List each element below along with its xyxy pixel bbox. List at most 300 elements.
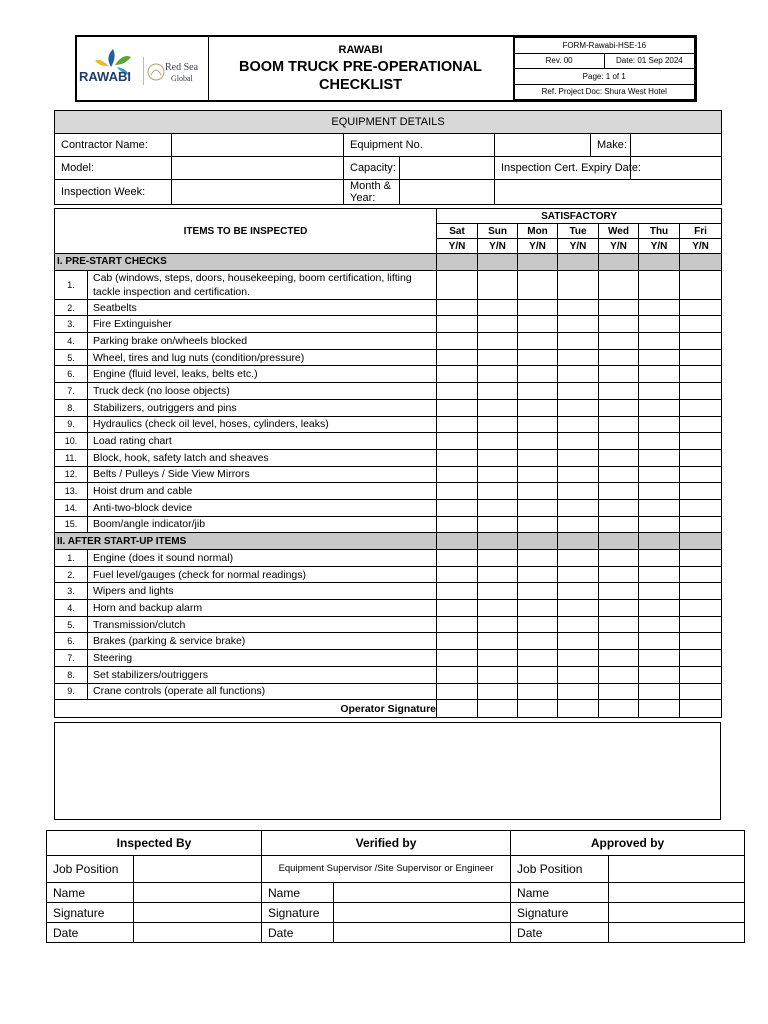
check-cell-mon[interactable] [518, 666, 558, 683]
check-cell-tue[interactable] [558, 366, 599, 383]
check-cell-mon[interactable] [518, 316, 558, 333]
check-cell-thu[interactable] [639, 349, 680, 366]
check-cell-thu[interactable] [639, 516, 680, 533]
check-cell-sun[interactable] [478, 600, 518, 617]
check-cell-fri[interactable] [680, 600, 722, 617]
inspected-job-position-label: Job Position [47, 856, 134, 883]
check-cell-sun[interactable] [478, 650, 518, 667]
check-cell-sat[interactable] [437, 333, 478, 350]
check-cell-tue[interactable] [558, 600, 599, 617]
inspected-signature-label: Signature [47, 903, 134, 923]
item-description: Wipers and lights [88, 583, 437, 600]
item-number: 2. [55, 566, 88, 583]
check-cell-thu[interactable] [639, 633, 680, 650]
checklist-row [55, 399, 722, 416]
check-cell-tue[interactable] [558, 270, 599, 299]
check-cell-fri[interactable] [680, 566, 722, 583]
inspection-week-field[interactable] [172, 180, 344, 205]
check-cell-wed[interactable] [599, 333, 639, 350]
inspected-by-header: Inspected By [47, 831, 262, 856]
item-description: Brakes (parking & service brake) [88, 633, 437, 650]
approved-by-header: Approved by [511, 831, 745, 856]
check-cell-fri[interactable] [680, 349, 722, 366]
check-cell-mon[interactable] [518, 366, 558, 383]
check-cell-thu[interactable] [639, 333, 680, 350]
check-cell-sun[interactable] [478, 466, 518, 483]
check-cell-tue[interactable] [558, 566, 599, 583]
check-cell-sun[interactable] [478, 566, 518, 583]
check-cell-wed[interactable] [599, 349, 639, 366]
checklist-row [55, 416, 722, 433]
section-header-fill [639, 533, 680, 550]
check-cell-wed[interactable] [599, 650, 639, 667]
check-cell-wed[interactable] [599, 483, 639, 500]
capacity-field[interactable] [400, 157, 495, 180]
cert-expiry-field[interactable] [631, 157, 722, 180]
check-cell-tue[interactable] [558, 333, 599, 350]
check-cell-thu[interactable] [639, 483, 680, 500]
checklist-row [55, 683, 722, 700]
checklist-row [55, 650, 722, 667]
item-number: 3. [55, 316, 88, 333]
check-cell-mon[interactable] [518, 616, 558, 633]
check-cell-sun[interactable] [478, 333, 518, 350]
item-description: Fire Extinguisher [88, 316, 437, 333]
check-cell-tue[interactable] [558, 683, 599, 700]
operator-signature-cell-sun[interactable] [478, 700, 518, 718]
check-cell-sat[interactable] [437, 349, 478, 366]
inspected-date-field[interactable] [134, 923, 262, 943]
check-cell-mon[interactable] [518, 399, 558, 416]
day-header-sun: Sun [478, 224, 518, 239]
check-cell-mon[interactable] [518, 270, 558, 299]
check-cell-fri[interactable] [680, 270, 722, 299]
check-cell-sat[interactable] [437, 566, 478, 583]
checklist-row [55, 616, 722, 633]
check-cell-thu[interactable] [639, 600, 680, 617]
logo-divider [143, 57, 144, 85]
checklist-row [55, 433, 722, 450]
yn-header: Y/N [478, 239, 518, 254]
logo-block [76, 36, 208, 101]
inspected-job-position-field[interactable] [134, 856, 262, 883]
check-cell-sat[interactable] [437, 299, 478, 316]
yn-header: Y/N [518, 239, 558, 254]
check-cell-sun[interactable] [478, 683, 518, 700]
check-cell-tue[interactable] [558, 349, 599, 366]
section-header-fill [599, 254, 639, 271]
check-cell-wed[interactable] [599, 633, 639, 650]
item-description: Steering [88, 650, 437, 667]
check-cell-sat[interactable] [437, 550, 478, 567]
approved-date-field[interactable] [609, 923, 745, 943]
check-cell-sun[interactable] [478, 449, 518, 466]
check-cell-mon[interactable] [518, 550, 558, 567]
check-cell-fri[interactable] [680, 633, 722, 650]
check-cell-wed[interactable] [599, 666, 639, 683]
check-cell-sat[interactable] [437, 383, 478, 400]
checklist-row [55, 566, 722, 583]
checklist-row [55, 633, 722, 650]
check-cell-fri[interactable] [680, 550, 722, 567]
check-cell-thu[interactable] [639, 616, 680, 633]
check-cell-thu[interactable] [639, 666, 680, 683]
check-cell-tue[interactable] [558, 383, 599, 400]
check-cell-sun[interactable] [478, 366, 518, 383]
check-cell-wed[interactable] [599, 449, 639, 466]
check-cell-wed[interactable] [599, 583, 639, 600]
check-cell-sun[interactable] [478, 383, 518, 400]
month-year-extra[interactable] [495, 180, 722, 205]
check-cell-thu[interactable] [639, 499, 680, 516]
operator-signature-cell-tue[interactable] [558, 700, 599, 718]
section-header-fill [518, 254, 558, 271]
check-cell-fri[interactable] [680, 466, 722, 483]
item-description: Cab (windows, steps, doors, housekeeping, boom certification, lifting tackle inspection and certification. [88, 270, 437, 299]
check-cell-sun[interactable] [478, 299, 518, 316]
model-label: Model: [55, 157, 172, 180]
checklist-row [55, 316, 722, 333]
check-cell-mon[interactable] [518, 600, 558, 617]
check-cell-thu[interactable] [639, 566, 680, 583]
month-year-field[interactable] [400, 180, 495, 205]
inspected-signature-field[interactable] [134, 903, 262, 923]
section-header-fill [558, 254, 599, 271]
item-number: 7. [55, 383, 88, 400]
check-cell-sun[interactable] [478, 550, 518, 567]
check-cell-sun[interactable] [478, 516, 518, 533]
check-cell-thu[interactable] [639, 466, 680, 483]
item-description: Seatbelts [88, 299, 437, 316]
check-cell-thu[interactable] [639, 299, 680, 316]
check-cell-tue[interactable] [558, 416, 599, 433]
inspected-name-field[interactable] [134, 883, 262, 903]
yn-header: Y/N [599, 239, 639, 254]
yn-header: Y/N [558, 239, 599, 254]
remarks-area[interactable] [54, 722, 721, 820]
check-cell-sat[interactable] [437, 600, 478, 617]
approved-job-position-field[interactable] [609, 856, 745, 883]
check-cell-wed[interactable] [599, 499, 639, 516]
section-header-fill [558, 533, 599, 550]
check-cell-thu[interactable] [639, 270, 680, 299]
item-description: Load rating chart [88, 433, 437, 450]
operator-signature-cell-thu[interactable] [639, 700, 680, 718]
approved-name-field[interactable] [609, 883, 745, 903]
check-cell-wed[interactable] [599, 550, 639, 567]
check-cell-sun[interactable] [478, 270, 518, 299]
yn-header: Y/N [639, 239, 680, 254]
check-cell-thu[interactable] [639, 550, 680, 567]
item-description: Anti-two-block device [88, 499, 437, 516]
day-header-wed: Wed [599, 224, 639, 239]
check-cell-tue[interactable] [558, 483, 599, 500]
check-cell-tue[interactable] [558, 399, 599, 416]
check-cell-fri[interactable] [680, 383, 722, 400]
check-cell-thu[interactable] [639, 366, 680, 383]
item-number: 3. [55, 583, 88, 600]
contractor-name-label: Contractor Name: [55, 134, 172, 157]
check-cell-thu[interactable] [639, 683, 680, 700]
capacity-label: Capacity: [344, 157, 400, 180]
checklist-row [55, 600, 722, 617]
check-cell-wed[interactable] [599, 433, 639, 450]
check-cell-tue[interactable] [558, 499, 599, 516]
check-cell-fri[interactable] [680, 499, 722, 516]
checklist-row [55, 333, 722, 350]
verified-date-label: Date [262, 923, 334, 943]
check-cell-mon[interactable] [518, 449, 558, 466]
check-cell-wed[interactable] [599, 416, 639, 433]
check-cell-wed[interactable] [599, 566, 639, 583]
item-number: 4. [55, 600, 88, 617]
section-header-fill [478, 533, 518, 550]
document-title-line2: CHECKLIST [319, 76, 402, 93]
company-name: RAWABI [338, 43, 383, 56]
check-cell-sun[interactable] [478, 666, 518, 683]
check-cell-sat[interactable] [437, 316, 478, 333]
contractor-name-field[interactable] [172, 134, 344, 157]
check-cell-fri[interactable] [680, 366, 722, 383]
check-cell-fri[interactable] [680, 666, 722, 683]
check-cell-tue[interactable] [558, 583, 599, 600]
equipment-no-label: Equipment No. [344, 134, 495, 157]
check-cell-thu[interactable] [639, 650, 680, 667]
partner-logo-line2: Global [171, 74, 193, 83]
section-header-fill [478, 254, 518, 271]
check-cell-sat[interactable] [437, 633, 478, 650]
check-cell-sat[interactable] [437, 483, 478, 500]
verified-signature-field[interactable] [334, 903, 511, 923]
check-cell-tue[interactable] [558, 516, 599, 533]
check-cell-wed[interactable] [599, 466, 639, 483]
item-number: 14. [55, 499, 88, 516]
check-cell-mon[interactable] [518, 483, 558, 500]
day-header-mon: Mon [518, 224, 558, 239]
check-cell-mon[interactable] [518, 383, 558, 400]
check-cell-tue[interactable] [558, 316, 599, 333]
operator-signature-cell-mon[interactable] [518, 700, 558, 718]
check-cell-tue[interactable] [558, 633, 599, 650]
check-cell-sun[interactable] [478, 399, 518, 416]
check-cell-fri[interactable] [680, 399, 722, 416]
approved-date-label: Date [511, 923, 609, 943]
item-description: Block, hook, safety latch and sheaves [88, 449, 437, 466]
verified-signature-label: Signature [262, 903, 334, 923]
check-cell-tue[interactable] [558, 550, 599, 567]
item-number: 8. [55, 666, 88, 683]
check-cell-sun[interactable] [478, 583, 518, 600]
check-cell-tue[interactable] [558, 666, 599, 683]
check-cell-sat[interactable] [437, 466, 478, 483]
check-cell-sat[interactable] [437, 583, 478, 600]
check-cell-mon[interactable] [518, 333, 558, 350]
check-cell-sat[interactable] [437, 650, 478, 667]
check-cell-tue[interactable] [558, 650, 599, 667]
check-cell-fri[interactable] [680, 433, 722, 450]
check-cell-sat[interactable] [437, 433, 478, 450]
check-cell-tue[interactable] [558, 466, 599, 483]
check-cell-sat[interactable] [437, 399, 478, 416]
check-cell-mon[interactable] [518, 650, 558, 667]
checklist-row [55, 299, 722, 316]
check-cell-wed[interactable] [599, 600, 639, 617]
check-cell-fri[interactable] [680, 299, 722, 316]
check-cell-thu[interactable] [639, 383, 680, 400]
check-cell-mon[interactable] [518, 349, 558, 366]
section-header-fill [680, 533, 722, 550]
day-header-fri: Fri [680, 224, 722, 239]
check-cell-fri[interactable] [680, 316, 722, 333]
check-cell-sun[interactable] [478, 633, 518, 650]
item-number: 9. [55, 683, 88, 700]
title-block [208, 36, 513, 101]
equipment-details-band: EQUIPMENT DETAILS [55, 111, 722, 134]
check-cell-mon[interactable] [518, 583, 558, 600]
checklist-row [55, 483, 722, 500]
check-cell-thu[interactable] [639, 433, 680, 450]
checklist-row [55, 666, 722, 683]
item-description: Hoist drum and cable [88, 483, 437, 500]
check-cell-wed[interactable] [599, 316, 639, 333]
check-cell-mon[interactable] [518, 299, 558, 316]
check-cell-wed[interactable] [599, 516, 639, 533]
check-cell-sat[interactable] [437, 270, 478, 299]
model-field[interactable] [172, 157, 344, 180]
check-cell-sat[interactable] [437, 366, 478, 383]
checklist-row [55, 383, 722, 400]
operator-signature-cell-sat[interactable] [437, 700, 478, 718]
check-cell-sat[interactable] [437, 449, 478, 466]
inspected-name-label: Name [47, 883, 134, 903]
check-cell-fri[interactable] [680, 416, 722, 433]
verified-date-field[interactable] [334, 923, 511, 943]
approved-job-position-label: Job Position [511, 856, 609, 883]
approved-signature-field[interactable] [609, 903, 745, 923]
check-cell-fri[interactable] [680, 483, 722, 500]
check-cell-sat[interactable] [437, 516, 478, 533]
verified-job-position: Equipment Supervisor /Site Supervisor or Engineer [262, 856, 511, 883]
inspection-checklist-table [54, 208, 722, 718]
check-cell-sun[interactable] [478, 416, 518, 433]
make-field[interactable] [631, 134, 722, 157]
equipment-no-field[interactable] [495, 134, 591, 157]
operator-signature-cell-wed[interactable] [599, 700, 639, 718]
verified-name-label: Name [262, 883, 334, 903]
check-cell-sat[interactable] [437, 683, 478, 700]
item-description: Fuel level/gauges (check for normal readings) [88, 566, 437, 583]
check-cell-wed[interactable] [599, 399, 639, 416]
check-cell-thu[interactable] [639, 416, 680, 433]
check-cell-wed[interactable] [599, 616, 639, 633]
section-header-fill [437, 254, 478, 271]
check-cell-fri[interactable] [680, 516, 722, 533]
inspection-week-label: Inspection Week: [55, 180, 172, 205]
check-cell-sun[interactable] [478, 433, 518, 450]
check-cell-wed[interactable] [599, 683, 639, 700]
check-cell-thu[interactable] [639, 449, 680, 466]
item-number: 4. [55, 333, 88, 350]
check-cell-tue[interactable] [558, 299, 599, 316]
check-cell-fri[interactable] [680, 650, 722, 667]
check-cell-fri[interactable] [680, 616, 722, 633]
check-cell-sat[interactable] [437, 499, 478, 516]
check-cell-mon[interactable] [518, 516, 558, 533]
section-header: II. AFTER START-UP ITEMS [55, 533, 437, 550]
check-cell-fri[interactable] [680, 683, 722, 700]
item-number: 1. [55, 270, 88, 299]
item-description: Truck deck (no loose objects) [88, 383, 437, 400]
check-cell-thu[interactable] [639, 583, 680, 600]
check-cell-mon[interactable] [518, 633, 558, 650]
check-cell-wed[interactable] [599, 299, 639, 316]
cert-expiry-label: Inspection Cert. Expiry Date: [495, 157, 631, 180]
yn-header: Y/N [437, 239, 478, 254]
item-description: Set stabilizers/outriggers [88, 666, 437, 683]
approval-table [46, 830, 745, 943]
check-cell-tue[interactable] [558, 616, 599, 633]
check-cell-mon[interactable] [518, 499, 558, 516]
check-cell-sun[interactable] [478, 483, 518, 500]
check-cell-sat[interactable] [437, 616, 478, 633]
form-date: Date: 01 Sep 2024 [604, 53, 694, 69]
checklist-row [55, 449, 722, 466]
check-cell-thu[interactable] [639, 399, 680, 416]
check-cell-sun[interactable] [478, 616, 518, 633]
inspected-date-label: Date [47, 923, 134, 943]
check-cell-fri[interactable] [680, 449, 722, 466]
approved-name-label: Name [511, 883, 609, 903]
operator-signature-cell-fri[interactable] [680, 700, 722, 718]
check-cell-fri[interactable] [680, 333, 722, 350]
check-cell-mon[interactable] [518, 416, 558, 433]
check-cell-mon[interactable] [518, 566, 558, 583]
check-cell-tue[interactable] [558, 433, 599, 450]
red-sea-global-emblem-icon [147, 61, 165, 83]
check-cell-mon[interactable] [518, 683, 558, 700]
check-cell-wed[interactable] [599, 383, 639, 400]
check-cell-wed[interactable] [599, 270, 639, 299]
check-cell-thu[interactable] [639, 316, 680, 333]
checklist-row [55, 499, 722, 516]
verified-name-field[interactable] [334, 883, 511, 903]
item-number: 2. [55, 299, 88, 316]
check-cell-wed[interactable] [599, 366, 639, 383]
check-cell-sun[interactable] [478, 316, 518, 333]
partner-logo-line1: Red Sea [165, 62, 199, 73]
checklist-row [55, 366, 722, 383]
item-number: 12. [55, 466, 88, 483]
item-number: 9. [55, 416, 88, 433]
check-cell-mon[interactable] [518, 466, 558, 483]
item-number: 13. [55, 483, 88, 500]
item-number: 10. [55, 433, 88, 450]
page-number: Page: 1 of 1 [514, 69, 695, 85]
check-cell-sat[interactable] [437, 416, 478, 433]
check-cell-tue[interactable] [558, 449, 599, 466]
item-description: Belts / Pulleys / Side View Mirrors [88, 466, 437, 483]
check-cell-sat[interactable] [437, 666, 478, 683]
day-header-thu: Thu [639, 224, 680, 239]
check-cell-sun[interactable] [478, 349, 518, 366]
check-cell-sun[interactable] [478, 499, 518, 516]
form-number: FORM-Rawabi-HSE-16 [514, 38, 695, 54]
revision: Rev. 00 [514, 53, 604, 69]
verified-by-header: Verified by [262, 831, 511, 856]
check-cell-mon[interactable] [518, 433, 558, 450]
section-header-fill [680, 254, 722, 271]
check-cell-fri[interactable] [680, 583, 722, 600]
